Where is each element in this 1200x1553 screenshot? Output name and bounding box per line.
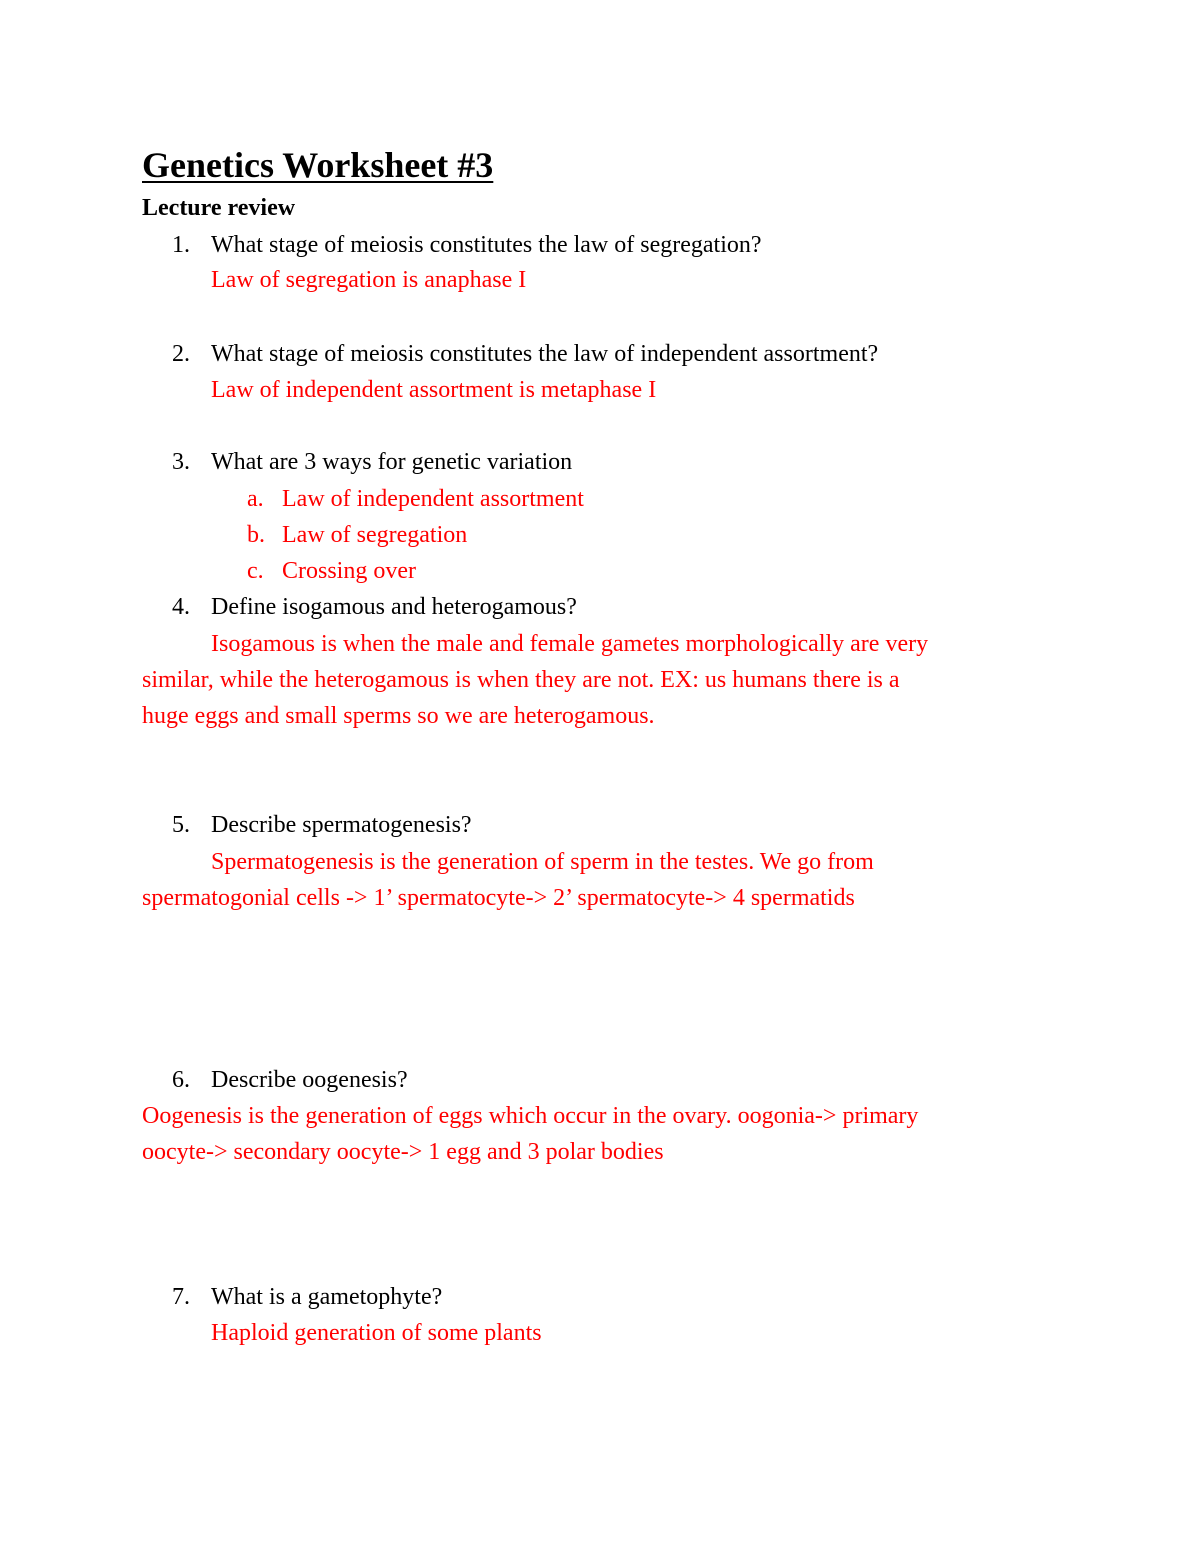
question-number: 1.	[172, 232, 190, 258]
question-text: Describe oogenesis?	[211, 1067, 408, 1093]
answer-text: spermatogonial cells -> 1’ spermatocyte-> 2’ spermatocyte-> 4 spermatids	[142, 885, 855, 911]
question-number: 3.	[172, 449, 190, 475]
question-number: 2.	[172, 341, 190, 367]
subitem-text: Law of independent assortment	[282, 486, 584, 512]
answer-text: Law of segregation is anaphase I	[211, 267, 527, 293]
subitem-text: Crossing over	[282, 558, 416, 584]
question-number: 7.	[172, 1284, 190, 1310]
section-heading: Lecture review	[142, 195, 296, 221]
question-text: What is a gametophyte?	[211, 1284, 443, 1310]
page-title: Genetics Worksheet #3	[142, 145, 494, 185]
answer-text: similar, while the heterogamous is when they are not. EX: us humans there is a	[142, 667, 900, 693]
answer-text: Law of independent assortment is metaphase I	[211, 377, 657, 403]
question-text: Describe spermatogenesis?	[211, 812, 472, 838]
subitem-letter: c.	[247, 558, 264, 584]
question-number: 6.	[172, 1067, 190, 1093]
answer-text: Oogenesis is the generation of eggs which occur in the ovary. oogonia-> primary	[142, 1103, 919, 1129]
answer-text: huge eggs and small sperms so we are heterogamous.	[142, 703, 655, 729]
answer-text: Haploid generation of some plants	[211, 1320, 542, 1346]
question-text: What are 3 ways for genetic variation	[211, 449, 573, 475]
answer-text: Spermatogenesis is the generation of sperm in the testes. We go from	[211, 849, 874, 875]
question-text: Define isogamous and heterogamous?	[211, 594, 577, 620]
subitem-letter: b.	[247, 522, 265, 548]
subitem-text: Law of segregation	[282, 522, 468, 548]
answer-text: Isogamous is when the male and female gametes morphologically are very	[211, 631, 929, 657]
answer-text: oocyte-> secondary oocyte-> 1 egg and 3 polar bodies	[142, 1139, 664, 1165]
question-number: 4.	[172, 594, 190, 620]
question-text: What stage of meiosis constitutes the law of segregation?	[211, 232, 762, 258]
subitem-letter: a.	[247, 486, 264, 512]
question-number: 5.	[172, 812, 190, 838]
question-text: What stage of meiosis constitutes the law of independent assortment?	[211, 341, 879, 367]
